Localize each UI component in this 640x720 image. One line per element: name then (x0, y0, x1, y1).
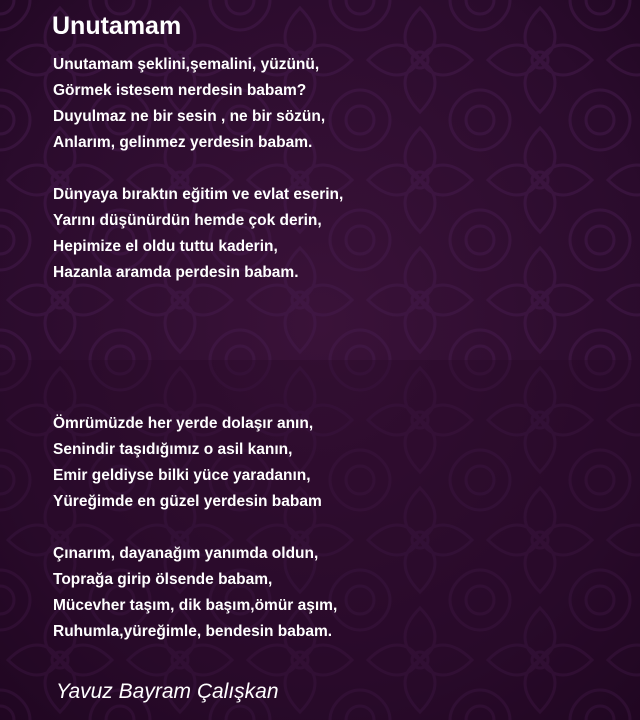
poem-stanza-4 (53, 541, 337, 645)
poem-line: Çınarım, dayanağım yanımda oldun, (53, 545, 319, 562)
poem-line: Dünyaya bıraktın eğitim ve evlat eserin, (53, 186, 344, 203)
poem-stanza-3 (53, 411, 322, 515)
poem-line: Görmek istesem nerdesin babam? (53, 82, 307, 99)
poem-stanza-2 (53, 182, 343, 286)
poem-title: Unutamam (52, 12, 182, 40)
poem-stanza-1 (53, 52, 325, 156)
poem-line: Hepimize el oldu tuttu kaderin, (53, 238, 278, 255)
poem-line: Duyulmaz ne bir sesin , ne bir sözün, (53, 108, 326, 125)
poem-line: Unutamam şeklini,şemalini, yüzünü, (53, 56, 320, 73)
poem-author: Yavuz Bayram Çalışkan (56, 680, 279, 703)
poem-line: Yüreğimde en güzel yerdesin babam (53, 493, 322, 510)
poem-line: Anlarım, gelinmez yerdesin babam. (53, 134, 313, 151)
poem-line: Senindir taşıdığımız o asil kanın, (53, 441, 293, 458)
poem-line: Mücevher taşım, dik başım,ömür aşım, (53, 597, 338, 614)
poem-line: Emir geldiyse bilki yüce yaradanın, (53, 467, 311, 484)
poem-line: Toprağa girip ölsende babam, (53, 571, 273, 588)
poem-line: Ruhumla,yüreğimle, bendesin babam. (53, 623, 333, 640)
poem-line: Ömrümüzde her yerde dolaşır anın, (53, 415, 314, 432)
poem-line: Yarını düşünürdün hemde çok derin, (53, 212, 322, 229)
poem-line: Hazanla aramda perdesin babam. (53, 264, 299, 281)
